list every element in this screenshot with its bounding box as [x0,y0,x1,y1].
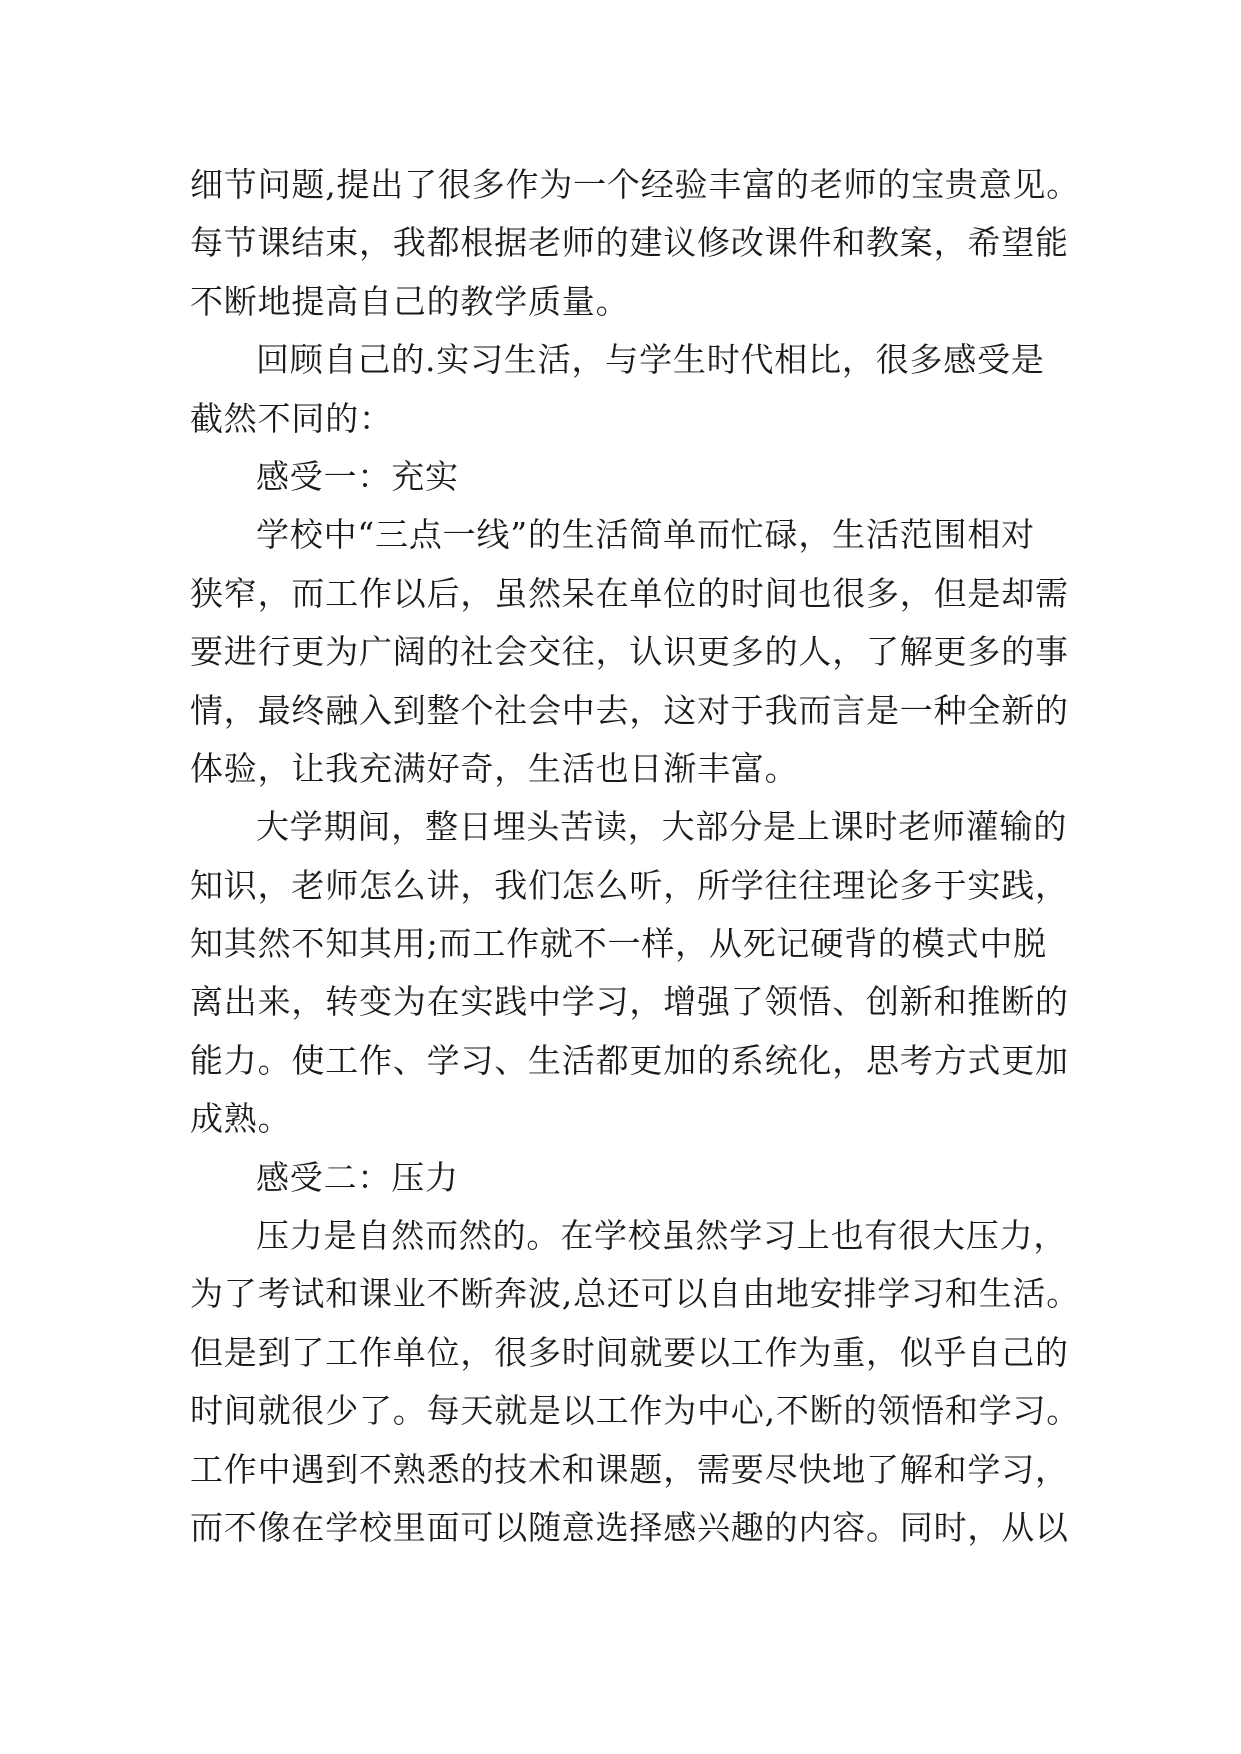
text-line: 每节课结束，我都根据老师的建议修改课件和教案，希望能 [190,223,1069,263]
text-line: 大学期间，整日埋头苦读，大部分是上课时老师灌输的 [256,807,1068,847]
text-line: 时间就很少了。每天就是以工作为中心,不断的领悟和学习。 [190,1391,1081,1431]
text-line: 而不像在学校里面可以随意选择感兴趣的内容。同时，从以 [190,1507,1069,1547]
text-line: 回顾自己的.实习生活，与学生时代相比，很多感受是 [256,340,1045,380]
text-line: 不断地提高自己的教学质量。 [190,281,630,321]
text-line: 感受二：压力 [256,1157,459,1197]
text-line: 感受一：充实 [256,456,459,496]
text-line: 学校中“三点一线”的生活简单而忙碌，生活范围相对 [256,515,1035,555]
text-line: 压力是自然而然的。在学校虽然学习上也有很大压力， [256,1216,1068,1256]
text-line: 体验，让我充满好奇，生活也日渐丰富。 [190,748,799,788]
text-line: 成熟。 [190,1099,292,1139]
text-line: 工作中遇到不熟悉的技术和课题，需要尽快地了解和学习， [190,1449,1069,1489]
text-line: 情，最终融入到整个社会中去，这对于我而言是一种全新的 [190,690,1069,730]
text-line: 细节问题,提出了很多作为一个经验丰富的老师的宝贵意见。 [190,165,1081,204]
text-line: 能力。使工作、学习、生活都更加的系统化，思考方式更加 [190,1040,1069,1080]
text-line: 狭窄，而工作以后，虽然呆在单位的时间也很多，但是却需 [190,573,1069,613]
text-line: 知识，老师怎么讲，我们怎么听，所学往往理论多于实践， [190,865,1069,905]
text-line: 知其然不知其用;而工作就不一样，从死记硬背的模式中脱 [190,924,1047,964]
text-line: 离出来，转变为在实践中学习，增强了领悟、创新和推断的 [190,982,1069,1022]
text-line: 为了考试和课业不断奔波,总还可以自由地安排学习和生活。 [190,1274,1081,1314]
document-body [190,156,1110,1557]
text-line: 截然不同的： [190,398,393,438]
text-line: 要进行更为广阔的社会交往，认识更多的人，了解更多的事 [190,632,1069,672]
text-line: 但是到了工作单位，很多时间就要以工作为重，似乎自己的 [190,1332,1069,1372]
